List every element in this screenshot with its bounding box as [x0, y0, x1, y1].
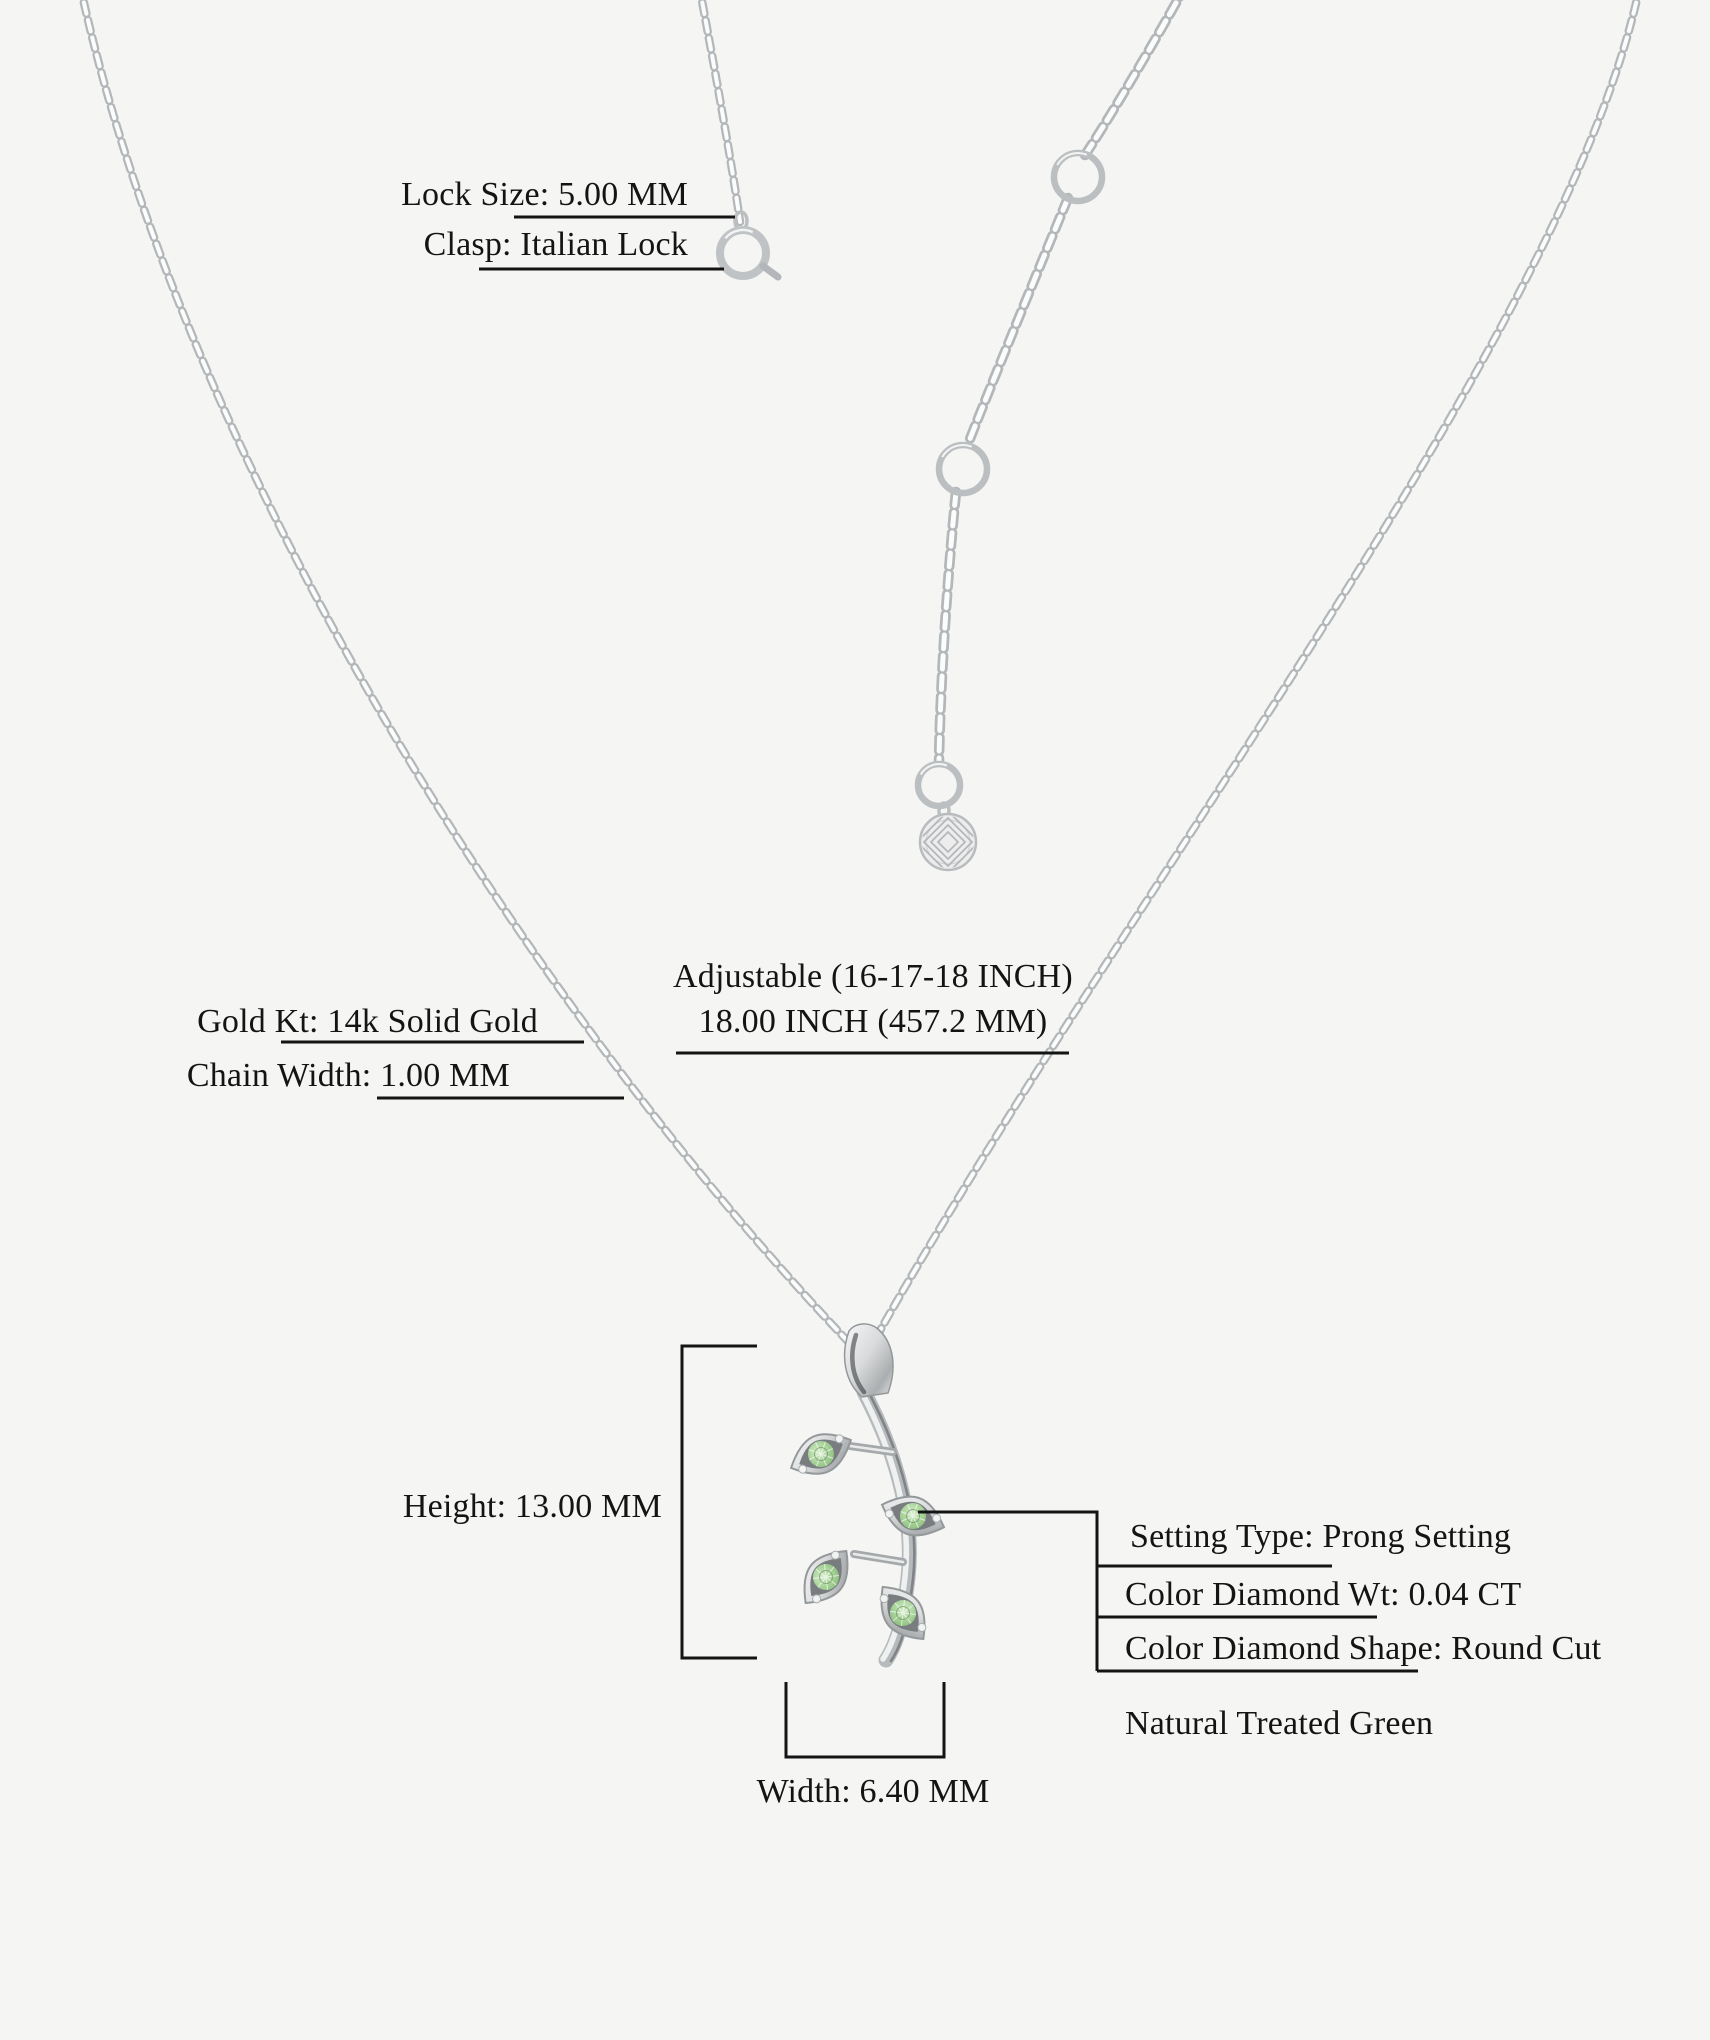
chain-width-label: Chain Width: 1.00 MM — [186, 1057, 510, 1094]
clasp-label: Clasp: Italian Lock — [423, 226, 688, 263]
width-label: Width: 6.40 MM — [756, 1773, 990, 1810]
pendant-bail — [845, 1324, 893, 1397]
height-label: Height: 13.00 MM — [402, 1488, 662, 1525]
setting-type-label: Setting Type: Prong Setting — [1130, 1518, 1512, 1555]
extender-ring-2 — [930, 436, 996, 502]
extender-chain — [939, 0, 1186, 762]
brand-disc-tag — [910, 803, 986, 880]
leaf-1 — [783, 1423, 859, 1485]
clasp-ring — [711, 212, 778, 285]
setting-leader-line — [918, 1512, 1097, 1671]
gold-kt-label: Gold Kt: 14k Solid Gold — [197, 1003, 538, 1040]
clasp-chain — [699, 0, 740, 222]
clasp-latch — [763, 266, 778, 277]
leaf-3 — [791, 1539, 862, 1614]
adjustable-label-line1: Adjustable (16-17-18 INCH) — [673, 958, 1073, 995]
width-bracket — [786, 1682, 944, 1757]
stone-color-label: Natural Treated Green — [1125, 1705, 1434, 1742]
diamond-wt-label: Color Diamond Wt: 0.04 CT — [1125, 1576, 1522, 1613]
adjustable-label-line2: 18.00 INCH (457.2 MM) — [698, 1003, 1048, 1040]
right-chain — [868, 0, 1640, 1352]
height-bracket — [682, 1346, 757, 1658]
extender-ring-1 — [1045, 144, 1111, 210]
diamond-shape-label: Color Diamond Shape: Round Cut — [1125, 1630, 1602, 1667]
lock-size-label: Lock Size: 5.00 MM — [401, 176, 688, 213]
pendant — [783, 1324, 950, 1661]
